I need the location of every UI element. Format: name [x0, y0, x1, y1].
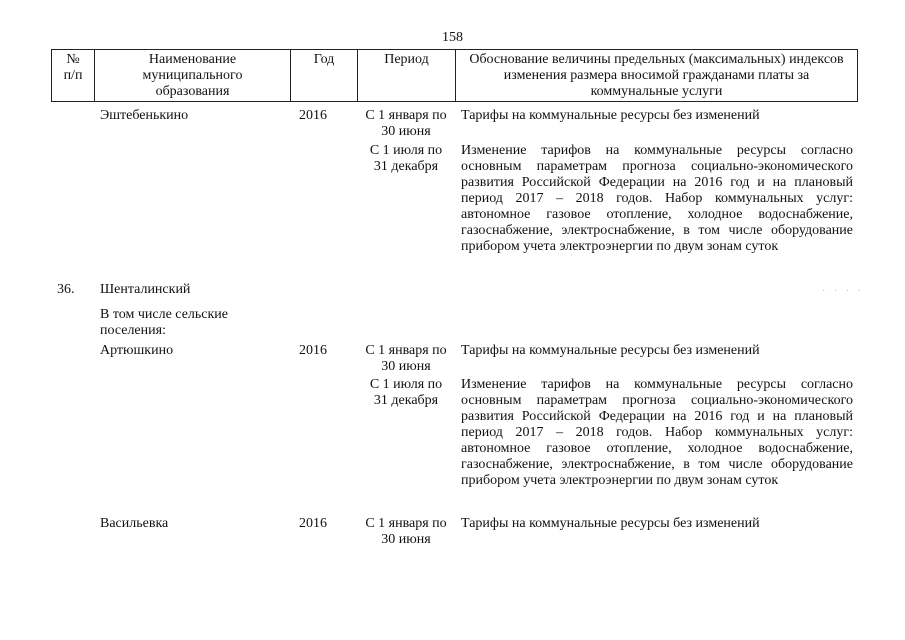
scan-noise: · · · ·: [822, 286, 864, 297]
row-period: С 1 января по 30 июня: [365, 516, 447, 547]
row-period: С 1 января по 30 июня: [365, 343, 447, 374]
row-justification: Изменение тарифов на коммунальные ресурсы согласно основным параметрам прогноза социально-экономического развития Российской Федерации на 2016 год и на плановый период 2017 – 2018 годов. Набор коммунальных услуг: автономное газовое отопление, холодное водоснабжение, газоснабжение, электроснабжение, в том числе оборудование прибором учета электроэнергии по двум зонам суток: [461, 143, 853, 254]
row-year: 2016: [299, 108, 327, 123]
header-col-year: Год: [290, 50, 357, 101]
row-period: С 1 июля по 31 декабря: [369, 143, 443, 174]
subheading: В том числе сельские поселения:: [100, 307, 229, 338]
row-justification: Изменение тарифов на коммунальные ресурсы согласно основным параметрам прогноза социально-экономического развития Российской Федерации на 2016 год и на плановый период 2017 – 2018 годов. Набор коммунальных услуг: автономное газовое отопление, холодное водоснабжение, газоснабжение, электроснабжение, в том числе оборудование прибором учета электроэнергии по двум зонам суток: [461, 377, 853, 488]
page-number: 158: [442, 30, 463, 45]
header-col-justification: Обоснование величины предельных (максимальных) индексов изменения размера вносимой гражданами платы за коммунальные услуги: [455, 50, 857, 101]
row-name: Эштебенькино: [100, 108, 189, 123]
header-col-name: Наименование муниципального образования: [94, 50, 290, 101]
row-period: С 1 июля по 31 декабря: [369, 377, 443, 408]
row-justification: Тарифы на коммунальные ресурсы без изменений: [461, 343, 760, 358]
row-justification: Тарифы на коммунальные ресурсы без изменений: [461, 108, 760, 123]
row-year: 2016: [299, 516, 327, 531]
table-header: [51, 49, 858, 102]
row-name: Васильевка: [100, 516, 169, 531]
header-col-period: Период: [357, 50, 455, 101]
row-number: 36.: [57, 282, 75, 297]
row-year: 2016: [299, 343, 327, 358]
header-col-number: № п/п: [63, 52, 83, 83]
row-name: Артюшкино: [100, 343, 174, 358]
row-period: С 1 января по 30 июня: [365, 108, 447, 139]
row-justification: Тарифы на коммунальные ресурсы без изменений: [461, 516, 760, 531]
district-name: Шенталинский: [100, 282, 191, 297]
